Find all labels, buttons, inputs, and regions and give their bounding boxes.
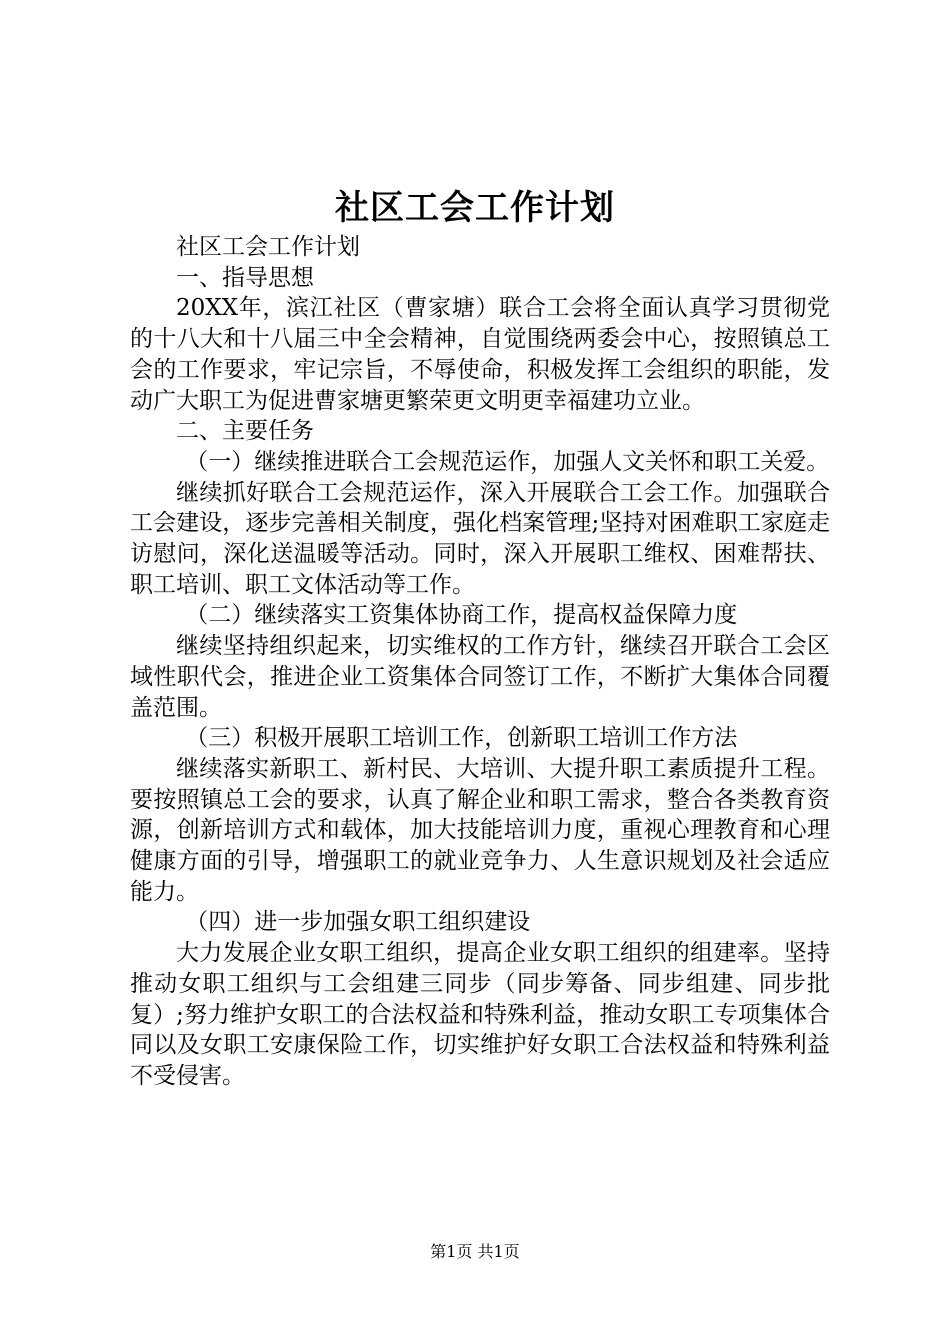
subsection-heading-2: （二）继续落实工资集体协商工作，提高权益保障力度 [185,602,738,629]
paragraph: 继续落实新职工、新村民、大培训、大提升职工素质提升工程。要按照镇总工会的要求，认真了解企业和职工需求，整合各类教育资源，创新培训方式和载体，加大技能培训力度，重视心理教育和心理健康方面的引导，增强职工的就业竞争力、人生意识规划及社会适应能力。 [130,755,830,905]
subsection-heading-1: （一）继续推进联合工会规范运作，加强人文关怀和职工关爱。 [185,448,830,475]
section-heading-main-tasks: 二、主要任务 [176,418,314,445]
paragraph: 20XX年，滨江社区（曹家塘）联合工会将全面认真学习贯彻党的十八大和十八届三中全会精神，自觉围绕两委会中心，按照镇总工会的工作要求，牢记宗旨，不辱使命，积极发挥工会组织的职能，发动广大职工为促进曹家塘更繁荣更文明更幸福建功立业。 [130,295,830,414]
subsection-heading-4: （四）进一步加强女职工组织建设 [185,909,531,936]
section-heading-guiding-ideology: 一、指导思想 [176,264,314,291]
document-body [130,232,830,1092]
paragraph: 继续抓好联合工会规范运作，深入开展联合工会工作。加强联合工会建设，逐步完善相关制度，强化档案管理;坚持对困难职工家庭走访慰问，深化送温暖等活动。同时，深入开展职工维权、困难帮扶、职工培训、职工文体活动等工作。 [130,479,830,598]
paragraph-heading: 社区工会工作计划 [176,234,360,260]
paragraph: 大力发展企业女职工组织，提高企业女职工组织的组建率。坚持推动女职工组织与工会组建三同步（同步筹备、同步组建、同步批复）;努力维护女职工的合法权益和特殊利益，推动女职工专项集体合同以及女职工安康保险工作，切实维护好女职工合法权益和特殊利益不受侵害。 [130,940,830,1089]
page-footer: 第1页 共1页 [430,1242,520,1261]
subsection-heading-3: （三）积极开展职工培训工作，创新职工培训工作方法 [185,725,738,752]
paragraph: 继续坚持组织起来，切实维权的工作方针，继续召开联合工会区域性职代会，推进企业工资集体合同签订工作，不断扩大集体合同覆盖范围。 [130,633,830,721]
document-title: 社区工会工作计划 [335,188,615,228]
